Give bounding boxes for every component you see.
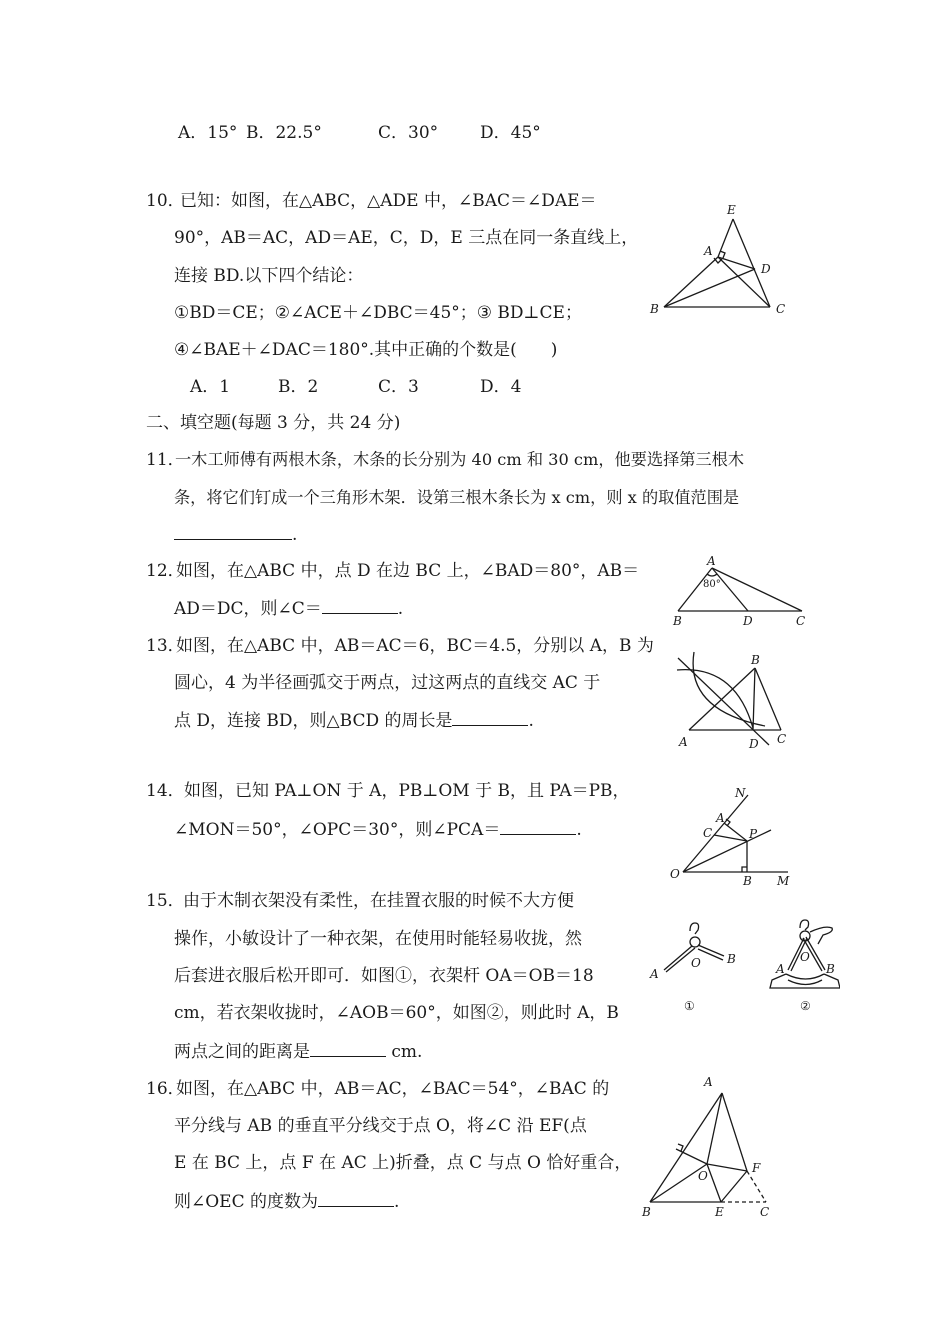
figure-1-label: ① xyxy=(684,999,695,1013)
label-b: B xyxy=(650,302,659,316)
label-a: A xyxy=(716,811,725,825)
label-o: O xyxy=(670,867,680,881)
label-b: B xyxy=(642,1205,651,1219)
q10-option-d: D．4 xyxy=(480,377,522,397)
q14-line-2: ∠MON＝50°，∠OPC＝30°，则∠PCA＝ . xyxy=(174,820,582,840)
label-n: N xyxy=(735,786,746,800)
label-b: B xyxy=(727,952,736,966)
label-c: C xyxy=(760,1205,770,1219)
label-p: P xyxy=(749,827,758,841)
q11-answer-blank[interactable] xyxy=(174,523,292,540)
q14-number: 14． xyxy=(146,781,185,801)
label-c: C xyxy=(703,826,713,840)
q16-figure xyxy=(630,1065,790,1225)
q11-number: 11． xyxy=(146,450,185,470)
label-f: F xyxy=(752,1161,761,1175)
label-c: C xyxy=(776,302,786,316)
q16-answer-blank[interactable] xyxy=(318,1190,394,1207)
q10-line-1: 已知：如图，在△ABC，△ADE 中，∠BAC＝∠DAE＝ xyxy=(180,191,597,211)
label-b: B xyxy=(743,874,752,888)
q13-number: 13． xyxy=(146,636,185,656)
q10-line-2: 90°，AB＝AC，AD＝AE，C，D，E 三点在同一条直线上， xyxy=(174,228,639,248)
label-a: A xyxy=(707,554,716,568)
q10-option-c: C．3 xyxy=(378,377,419,397)
q15-line-3: 后套进衣服后松开即可．如图①，衣架杆 OA＝OB＝18 xyxy=(174,966,594,986)
q15-line-2: 操作，小敏设计了一种衣架，在使用时能轻易收拢，然 xyxy=(174,929,582,949)
label-d: D xyxy=(749,737,759,751)
q9-option-a: A．15° xyxy=(178,123,238,143)
q15-figure xyxy=(640,910,840,1020)
q14-line-1: 如图，已知 PA⊥ON 于 A，PB⊥OM 于 B，且 PA＝PB， xyxy=(184,781,630,801)
label-a: A xyxy=(679,735,688,749)
q9-option-c: C．30° xyxy=(378,123,439,143)
q15-number: 15． xyxy=(146,891,185,911)
label-a: A xyxy=(650,967,659,981)
label-a: A xyxy=(704,1075,713,1089)
q10-figure xyxy=(640,195,800,325)
q10-line-3: 连接 BD.以下四个结论： xyxy=(174,266,364,286)
q11-answer: . xyxy=(174,523,297,546)
label-o: O xyxy=(800,950,810,964)
section-2-title: 二、填空题(每题 3 分，共 24 分) xyxy=(146,413,401,433)
q10-option-b: B．2 xyxy=(278,377,319,397)
q14-figure xyxy=(660,780,810,890)
label-b: B xyxy=(826,962,835,976)
hanger-open-icon xyxy=(649,923,736,1013)
q11-line-2: 条，将它们钉成一个三角形木架．设第三根木条长为 x cm，则 x 的取值范围是 xyxy=(174,488,740,507)
q10-option-a: A．1 xyxy=(190,377,231,397)
label-m: M xyxy=(777,874,790,888)
q10-number: 10． xyxy=(146,191,185,211)
label-c: C xyxy=(796,614,806,628)
q14-answer-blank[interactable] xyxy=(500,818,576,835)
q10-line-5: ④∠BAE＋∠DAC＝180°.其中正确的个数是( ) xyxy=(174,340,558,360)
q13-line-1: 如图，在△ABC 中，AB＝AC＝6，BC＝4.5，分别以 A，B 为 xyxy=(176,636,654,656)
label-e: E xyxy=(727,203,736,217)
q16-line-3: E 在 BC 上，点 F 在 AC 上)折叠，点 C 与点 O 恰好重合， xyxy=(174,1153,632,1173)
q16-line-4: 则∠OEC 的度数为 . xyxy=(174,1192,400,1212)
label-o: O xyxy=(691,956,701,970)
q15-line-1: 由于木制衣架没有柔性，在挂置衣服的时候不大方便 xyxy=(183,891,574,911)
q11-line-1: 一木工师傅有两根木条，木条的长分别为 40 cm 和 30 cm，他要选择第三根木 xyxy=(175,450,745,469)
label-e: E xyxy=(715,1205,724,1219)
q16-line-2: 平分线与 AB 的垂直平分线交于点 O，将∠C 沿 EF(点 xyxy=(174,1116,587,1136)
q13-answer-blank[interactable] xyxy=(452,709,528,726)
q12-number: 12． xyxy=(146,561,185,581)
q13-figure xyxy=(660,640,810,755)
q15-line-5: 两点之间的距离是 cm. xyxy=(174,1042,423,1062)
label-b: B xyxy=(751,653,760,667)
label-d: D xyxy=(761,262,771,276)
q15-answer-blank[interactable] xyxy=(310,1040,386,1057)
label-c: C xyxy=(777,732,787,746)
label-d: D xyxy=(743,614,753,628)
q9-option-b: B．22.5° xyxy=(246,123,322,143)
q16-line-1: 如图，在△ABC 中，AB＝AC，∠BAC＝54°，∠BAC 的 xyxy=(176,1079,610,1099)
label-a: A xyxy=(704,244,713,258)
q12-answer-blank[interactable] xyxy=(322,597,398,614)
q16-number: 16． xyxy=(146,1079,185,1099)
label-b: B xyxy=(673,614,682,628)
q15-line-4: cm，若衣架收拢时，∠AOB＝60°，如图②，则此时 A，B xyxy=(174,1003,619,1023)
q12-line-2: AD＝DC，则∠C＝ . xyxy=(174,599,404,619)
angle-80: 80° xyxy=(703,579,721,590)
label-o: O xyxy=(698,1169,708,1183)
q12-line-1: 如图，在△ABC 中，点 D 在边 BC 上，∠BAD＝80°，AB＝ xyxy=(176,561,640,581)
q13-line-2: 圆心，4 为半径画弧交于两点，过这两点的直线交 AC 于 xyxy=(174,673,601,693)
q9-option-d: D．45° xyxy=(480,123,541,143)
hanger-closed-icon xyxy=(770,920,840,1013)
figure-2-label: ② xyxy=(800,999,811,1013)
label-a: A xyxy=(776,962,785,976)
q12-figure xyxy=(660,550,820,640)
q10-line-4: ①BD＝CE；②∠ACE＋∠DBC＝45°；③ BD⊥CE； xyxy=(174,303,582,323)
q13-line-3: 点 D，连接 BD，则△BCD 的周长是 . xyxy=(174,711,534,731)
